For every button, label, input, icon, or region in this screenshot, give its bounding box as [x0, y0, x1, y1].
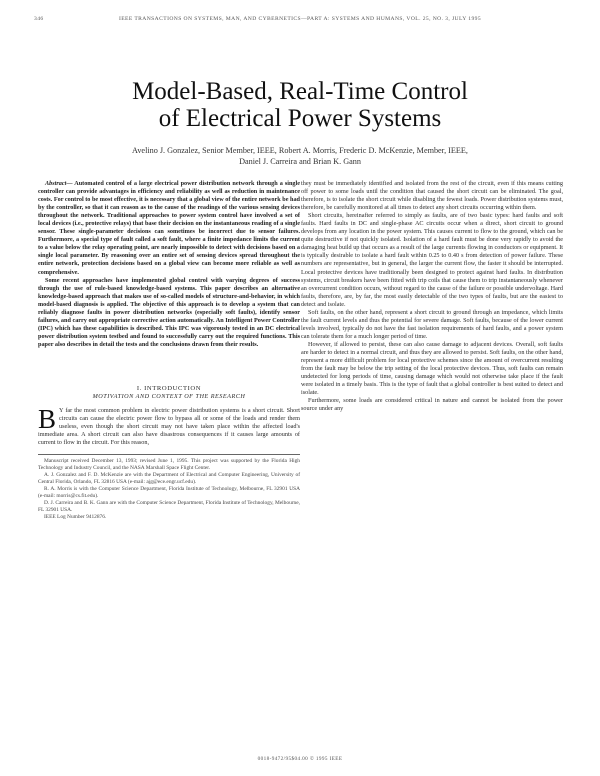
- abstract: [38, 180, 300, 277]
- abstract-label: Abstract—: [45, 180, 73, 187]
- abstract-paragraph-2: Some recent approaches have implemented global control with varying degrees of success through the use of rule-based knowledge-based systems. This paper describes an alternative knowledge-based approach that makes use of so-called models of structure-and-behavior, in which model-based diagnosis is applied. The objective of this approach is to develop a system that can reliably diagnose faults in power distribution networks (especially soft faults), identify sensor failures, and carry out appropriate corrective action automatically. An Intelligent Power Controller (IPC) which has these capabilities is described. This IPC was vigorously tested in an DC electrical power distribution system testbed and found to successfully carry out the required functions. This paper also describes in detail the tests and the conclusions drawn from their results.: [38, 276, 300, 348]
- paper-title: [0, 78, 600, 132]
- intro-text: Y far the most common problem in electric power distribution systems is a short circuit. Short circuits can cause the electric power flow to bypass all or some of the loads and render them useless, even though the short circuit may not have taken place within the affected load's immediate area. A short circuit can also have disastrous consequences if it causes large amounts of current to flow in the circuit. For this reason,: [38, 407, 300, 447]
- author-list: [40, 145, 560, 167]
- drop-cap: B: [38, 404, 57, 435]
- body-paragraph: Short circuits, hereinafter referred to simply as faults, are of two basic types: hard faults and soft faults. Hard faults in DC and single-phase AC circuits occur when a direct, short circuit to ground develops from any location in the power system. This causes current to flow to the ground, which can be quite destructive if not quickly isolated. Isolation of a hard fault must be done very rapidly to avoid the damaging heat build up that occurs as a result of the large currents flowing in conductors or equipment. It is typically desirable to isolate a hard fault within 0.25 to 0.40 s from detection of power failure. These numbers are representative, but in general, the larger the current flow, the faster it should be interrupted. Local protective devices have traditionally been designed to protect against hard faults. In distribution systems, circuit breakers have been fitted with trip coils that cause them to trip instantaneously whenever an overcurrent condition occurs, without regard to the cause of the failure or possible undervoltage. Hard faults, therefore, are, by far, the most easily detectable of the two types of faults, but are the easiest to detect and isolate.: [301, 212, 563, 308]
- footnote: IEEE Log Number 9412876.: [44, 513, 107, 520]
- left-column: [38, 180, 300, 520]
- footnote: D. J. Carreira and B. K. Gann are with the Computer Science Department, Florida Institute of Technology, Melbourne, FL 32901 USA.: [38, 499, 300, 513]
- body-paragraph: However, if allowed to persist, these can also cause damage to adjacent devices. Overall, soft faults are harder to detect in a normal circuit, and thus they are allowed to persist. Soft faults, on the other hand, represent a more difficult problem for local protective schemes since the amount of overcurrent resulting from the fault may be below the trip setting of the local protective devices. Thus, soft faults can remain undetected for long periods of time, causing damage which would not otherwise take place if the fault were isolated in a timely basis. This is the type of fault that a global controller is best suited to detect and isolate.: [301, 340, 563, 397]
- intro-paragraph: [38, 404, 300, 447]
- right-column: [301, 180, 563, 413]
- section-subheading: MOTIVATION AND CONTEXT OF THE RESEARCH: [92, 393, 246, 401]
- footnote: Manuscript received December 13, 1993; revised June 1, 1995. This project was supported by the Florida High Technology and Industry Council, and the NASA Marshall Space Flight Center.: [38, 458, 300, 472]
- page-number: 346: [34, 16, 44, 22]
- footnotes: [38, 454, 300, 520]
- body-paragraph: Soft faults, on the other hand, represent a short circuit to ground through an impedance, which limits the fault current levels and thus the potential for severe damage. Soft faults, because of the lower current levels involved, typically do not have the fast isolation requirements of hard faults, and a power system can tolerate them for a much longer period of time.: [301, 308, 563, 340]
- title-line-2: of Electrical Power Systems: [158, 105, 442, 132]
- title-line-1: Model-Based, Real-Time Control: [132, 78, 468, 105]
- abstract-text: Automated control of a large electrical power distribution network through a single controller can provide advantages in efficiency and reliability as well as reduction in maintenance costs. For control to be most effective, it is necessary that a global view of the entire network be had by the controller, so that it can reason as to the cause of the readings of the various sensing devices throughout the network. Traditional approaches to power system control have involved a set of local devices (i.e., protective relays) that base their decision on the instantaneous reading of a single sensor. These single-parameter decisions can sometimes be incorrect due to sensor failures. Furthermore, a special type of fault called a soft fault, where a finite impedance limits the current to a value below the relay operating point, are nearly impossible to detect with decisions based on a single local parameter. By reasoning over an entire set of sensing devices spread throughout the entire network, protection decisions based on a global view can become more reliable as well as comprehensive.: [38, 180, 300, 276]
- authors-line-1: Avelino J. Gonzalez, Senior Member, IEEE, Robert A. Morris, Frederic D. McKenzie, Member, IEEE,: [132, 146, 468, 155]
- body-paragraph: they must be immediately identified and isolated from the rest of the circuit, even if this means cutting off power to some loads until the condition that caused the short circuit can be eliminated. The goal, therefore, is to isolate the short circuit while disabling the fewest loads. Power distribution systems must, therefore, be carefully monitored at all times to detect any short circuits occurring within them.: [301, 180, 563, 212]
- footnote: R. A. Morris is with the Computer Science Department, Florida Institute of Technology, Melbourne, FL 32901 USA (e-mail: morris@cs.fit.edu).: [38, 485, 300, 499]
- footnote: A. J. Gonzalez and F. D. McKenzie are with the Department of Electrical and Computer Engineering, University of Central Florida, Orlando, FL 32816 USA (e-mail: ajg@ece.engr.ucf.edu).: [38, 472, 300, 486]
- running-header: [34, 16, 566, 28]
- section-heading: I. INTRODUCTION: [136, 384, 202, 392]
- running-head: IEEE TRANSACTIONS ON SYSTEMS, MAN, AND CYBERNETICS—PART A: SYSTEMS AND HUMANS, VOL. 25, NO. 3, JULY 1995: [118, 16, 482, 22]
- authors-line-2: Daniel J. Carreira and Brian K. Gann: [239, 157, 361, 166]
- body-paragraph: Furthermore, some loads are considered critical in nature and cannot be isolated from the power source under any: [301, 397, 563, 413]
- copyright-footer: 0018-9472/95$04.00 © 1995 IEEE: [257, 756, 343, 762]
